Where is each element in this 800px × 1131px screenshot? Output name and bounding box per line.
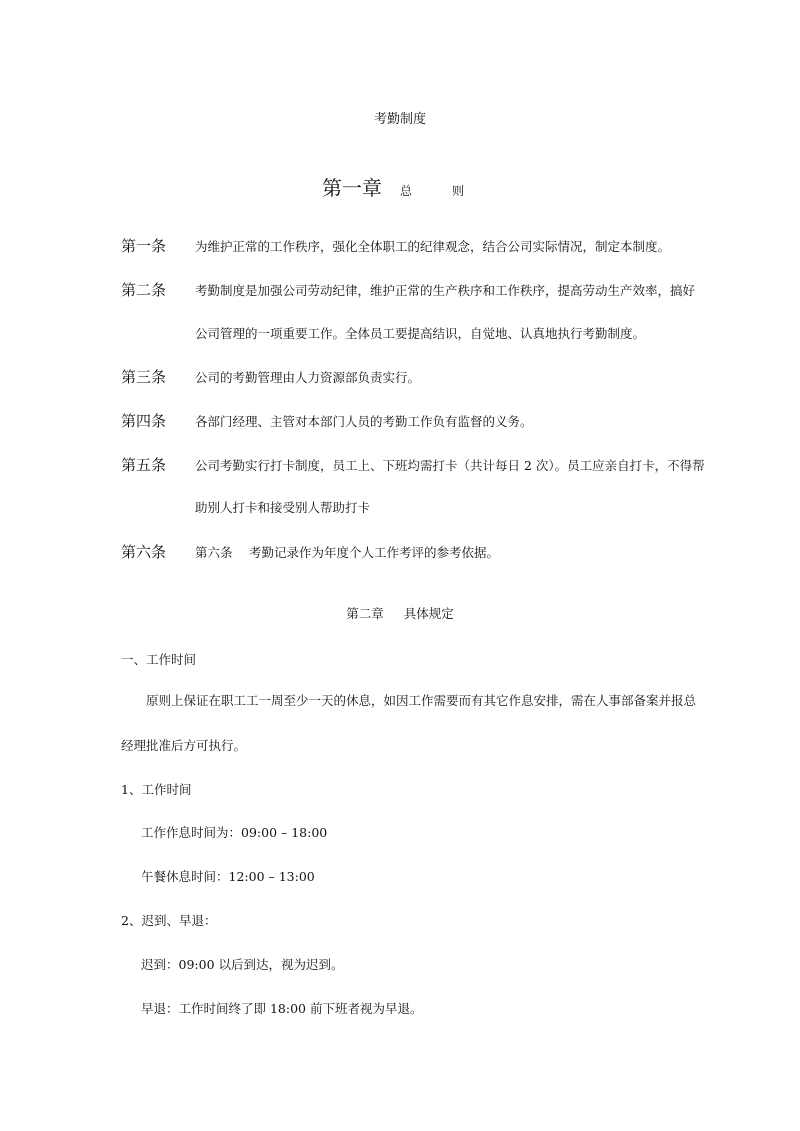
- chapter-1-name: 总 则: [399, 184, 478, 198]
- chapter-2-number: 第二章: [346, 606, 384, 621]
- document-title: 考勤制度: [373, 112, 426, 127]
- article-3-label: 第三条: [121, 368, 167, 386]
- late-rule: 迟到：09:00 以后到达，视为迟到。: [141, 957, 344, 972]
- article-5-text-line-1: 公司考勤实行打卡制度，员工上、下班均需打卡（共计每日 2 次）。员工应亲自打卡，不得帮: [195, 458, 705, 473]
- chapter-1-heading: [0, 172, 800, 201]
- article-4-label: 第四条: [121, 412, 167, 430]
- section-1-paragraph-line-1: 原则上保证在职工工一周至少一天的休息，如因工作需要而有其它作息安排，需在人事部备案并报总: [146, 693, 697, 708]
- work-hours: 工作作息时间为：09:00 – 18:00: [141, 825, 328, 840]
- section-1-heading: 一、工作时间: [121, 652, 197, 667]
- article-5-text-line-2: 助别人打卡和接受别人帮助打卡: [195, 500, 371, 515]
- subsection-2-heading: 2、迟到、早退：: [121, 913, 217, 928]
- article-6-label: 第六条: [121, 543, 167, 561]
- chapter-1-number: 第一章: [321, 176, 382, 200]
- subsection-1-heading: 1、工作时间: [121, 782, 192, 797]
- article-4-text: 各部门经理、主管对本部门人员的考勤工作负有监督的义务。: [195, 414, 533, 429]
- article-2-text-line-2: 公司管理的一项重要工作。全体员工要提高结识，自觉地、认真地执行考勤制度。: [195, 326, 646, 341]
- article-2-label: 第二条: [121, 281, 167, 299]
- article-1-text: 为维护正常的工作秩序，强化全体职工的纪律观念，结合公司实际情况，制定本制度。: [195, 239, 671, 254]
- section-1-paragraph-line-2: 经理批准后方可执行。: [121, 738, 247, 753]
- article-1-label: 第一条: [121, 237, 167, 255]
- article-2-text-line-1: 考勤制度是加强公司劳动纪律，维护正常的生产秩序和工作秩序，提高劳动生产效率，搞好: [195, 283, 696, 298]
- article-3-text: 公司的考勤管理由人力资源部负责实行。: [195, 370, 421, 385]
- chapter-2-heading: [0, 604, 800, 622]
- chapter-2-name: 具体规定: [403, 606, 454, 621]
- article-6-text: 第六条 考勤记录作为年度个人工作考评的参考依据。: [195, 545, 499, 560]
- early-leave-rule: 早退：工作时间终了即 18:00 前下班者视为早退。: [141, 1001, 423, 1016]
- lunch-hours: 午餐休息时间：12:00 – 13:00: [141, 869, 315, 884]
- article-5-label: 第五条: [121, 456, 167, 474]
